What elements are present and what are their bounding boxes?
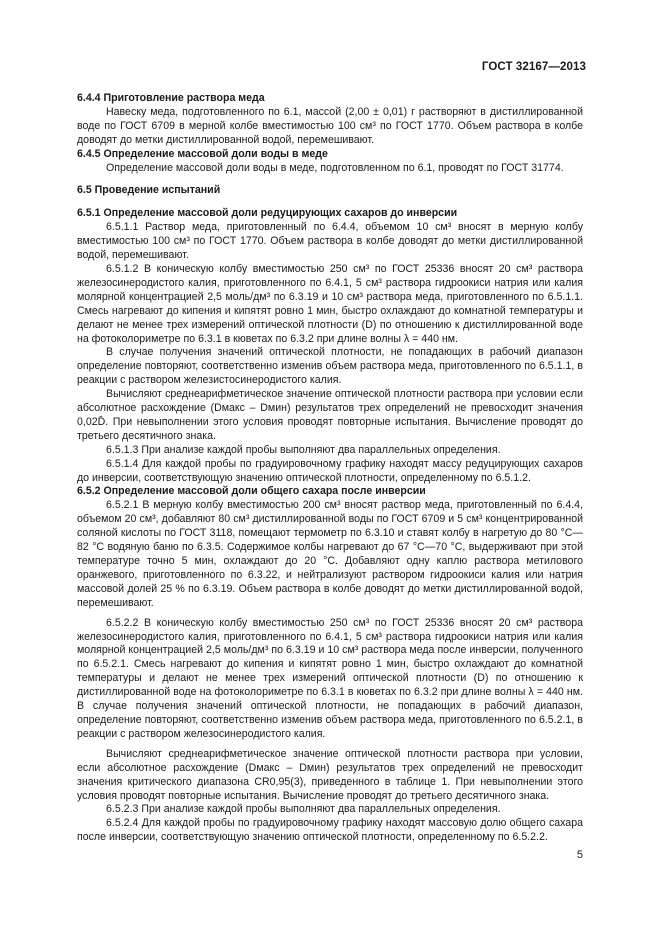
paragraph-6-5-1-3: 6.5.1.3 При анализе каждой пробы выполняют два параллельных определения. bbox=[106, 443, 501, 456]
paragraph-6-5-1-4: 6.5.1.4 Для каждой пробы по градуировочному графику находят массу редуцирующих сахаров до инверсии, соответствующую значению оптической плотности, определенному по 6.5.1.2. bbox=[77, 457, 583, 484]
paragraph-6-5-2-1: 6.5.2.1 В мерную колбу вместимостью 200 см³ вносят раствор меда, приготовленный по 6.4.4, объемом 20 см³, добавляют 80 см³ дистиллированной воды по ГОСТ 6709 и 5 см³ концентрированной соляной кислоты по ГОСТ 3118, помещают термометр по 6.3.10 и ставят колбу в нагретую до 80 °С—82 °С водяную баню по 6.3.5. Содержимое колбы нагревают до 67 °С—70 °С, выдерживают при этой температуре точно 5 мин, охлаждают до 20 °С. Добавляют одну каплю раствора метилового оранжевого, приготовленного по 6.3.22, и нейтрализуют раствором гидроокиси калия или натрия массовой долей 25 % по 6.3.19. Объем раствора в колбе доводят до метки дистиллированной водой, перемешивают. bbox=[77, 499, 583, 609]
section-6-5-1-title: 6.5.1 Определение массовой доли редуцирующих сахаров до инверсии bbox=[77, 207, 458, 220]
paragraph-6-5-1-2: 6.5.1.2 В коническую колбу вместимостью 250 см³ по ГОСТ 25336 вносят 20 см³ раствора железосинеродистого калия, приготовленного по 6.4.1, 5 см³ раствора гидроокиси натрия или калия молярной концентрацией 2,5 моль/дм³ по 6.3.19 и 10 см³ раствора меда, приготовленного по 6.5.1.1. Смесь нагревают до кипения и кипятят ровно 1 мин, быстро охлаждают до комнатной температуры и делают не менее трех измерений оптической плотности (D) по отношению к дистиллированной воде на фотоколориметре по 6.3.1 в кюветах по 6.3.2 при длине волны λ = 440 нм. bbox=[77, 262, 583, 345]
paragraph-range-note: В случае получения значений оптической плотности, не попадающих в рабочий диапазон определение повторяют, соответственно изменив объем раствора меда, приготовленного по 6.5.1.1, в реакции с раствором железистосинеродистого калия. bbox=[77, 346, 583, 387]
section-6-5-2-title: 6.5.2 Определение массовой доли общего сахара после инверсии bbox=[77, 485, 426, 498]
section-6-4-5-text: Определение массовой доли воды в меде, подготовленном по 6.1, проводят по ГОСТ 31774. bbox=[106, 161, 564, 174]
paragraph-6-5-2-3: 6.5.2.3 При анализе каждой пробы выполняют два параллельных определения. bbox=[106, 803, 501, 816]
paragraph-6-5-1-1: 6.5.1.1 Раствор меда, приготовленный по 6.4.4, объемом 10 см³ вносят в мерную колбу вместимостью 100 см³ по ГОСТ 1770. Объем раствора в колбе доводят до метки дистиллированной водой, перемешивают. bbox=[77, 221, 583, 262]
paragraph-mean-calc-1: Вычисляют среднеарифметическое значение оптической плотности раствора при условии если абсолютное расхождение (Dмакс – Dмин) результатов трех определений не превосходит значения 0,02D̄. При невыполнении этого условия проводят повторные испытания. Вычисление проводят до третьего десятичного знака. bbox=[77, 388, 583, 442]
section-6-4-5-title: 6.4.5 Определение массовой доли воды в меде bbox=[77, 147, 328, 160]
section-6-4-4-text: Навеску меда, подготовленного по 6.1, массой (2,00 ± 0,01) г растворяют в дистиллированной воде по ГОСТ 6709 в мерной колбе вместимостью 100 см³ по ГОСТ 1770. Объем раствора в колбе доводят до метки дистиллированной водой, перемешивают. bbox=[77, 105, 583, 146]
paragraph-6-5-2-2: 6.5.2.2 В коническую колбу вместимостью 250 см³ по ГОСТ 25336 вносят 20 см³ раствора железосинеродистого калия, приготовленного по 6.4.1, 5 см³ раствора гидроокиси натрия или калия молярной концентрацией 2,5 моль/дм³ по 6.3.19 и 10 см³ раствора меда после инверсии, полученного по 6.5.2.1. Смесь нагревают до кипения и кипятят ровно 1 мин, быстро охлаждают до комнатной температуры и делают не менее трех измерений оптической плотности (D) по отношению к дистиллированной воде на фотоколориметре по 6.3.1 в кюветах по 6.3.2 при длине волны λ = 440 нм. В случае получения значений оптической плотности, не попадающих в рабочий диапазон, определение повторяют, соответственно изменив объем раствора меда, приготовленного по 6.5.2.1, в реакции с раствором железосинеродистого калия. bbox=[77, 616, 583, 740]
paragraph-mean-calc-2: Вычисляют среднеарифметическое значение оптической плотности раствора при условии, если абсолютное расхождение (Dмакс – Dмин) результатов трех определений не превосходит значения критического диапазона CR0,95(3), приведенного в таблице 1. При невыполнении этого условия проводят повторные испытания. Вычисление проводят до третьего десятичного знака. bbox=[77, 747, 583, 802]
document-header: ГОСТ 32167—2013 bbox=[481, 61, 586, 73]
paragraph-6-5-2-4: 6.5.2.4 Для каждой пробы по градуировочному графику находят массовую долю общего сахара после инверсии, соответствующую значению оптической плотности, определенному по 6.5.2.2. bbox=[77, 817, 583, 844]
document-body bbox=[77, 92, 583, 845]
page-number: 5 bbox=[576, 849, 583, 861]
section-6-4-4-title: 6.4.4 Приготовление раствора меда bbox=[77, 92, 265, 104]
section-6-5-title: 6.5 Проведение испытаний bbox=[77, 184, 221, 197]
